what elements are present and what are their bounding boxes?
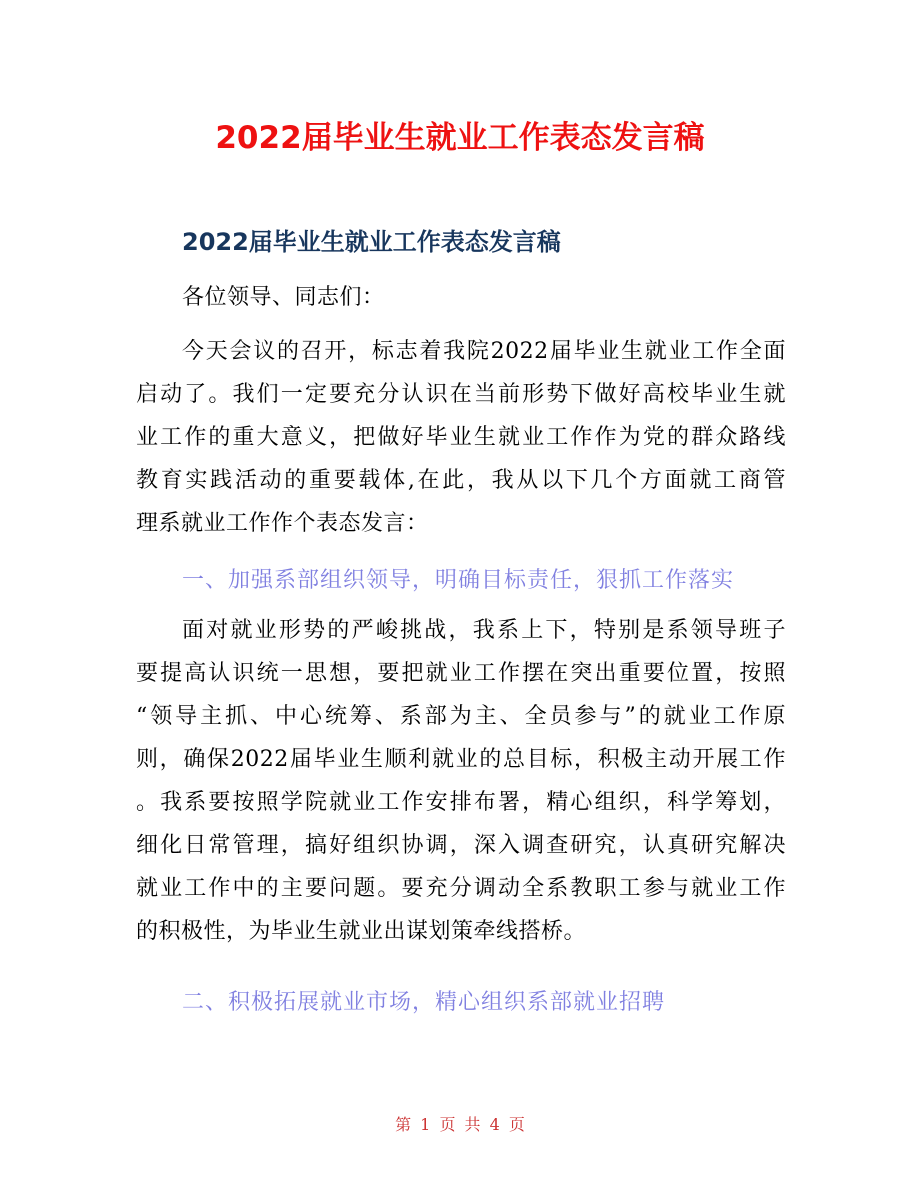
- intro-line: 今天会议的召开，标志着我院2022届毕业生就业工作全面: [182, 339, 786, 364]
- intro-line: 启动了。我们一定要充分认识在当前形势下做好高校毕业生就: [136, 382, 786, 407]
- document-heading: 2022届毕业生就业工作表态发言稿: [182, 228, 561, 256]
- body-line: 则，确保2022届毕业生顺利就业的总目标，积极主动开展工作: [136, 747, 786, 772]
- body-line: 要提高认识统一思想，要把就业工作摆在突出重要位置，按照: [136, 661, 786, 686]
- section-heading-1: 一、加强系部组织领导，明确目标责任，狠抓工作落实: [182, 568, 735, 593]
- page-title: 2022届毕业生就业工作表态发言稿: [215, 120, 705, 156]
- body-line: 面对就业形势的严峻挑战，我系上下，特别是系领导班子: [182, 618, 786, 643]
- body-line: 就业工作中的主要问题。要充分调动全系教职工参与就业工作: [136, 876, 786, 901]
- intro-line: 业工作的重大意义，把做好毕业生就业工作作为党的群众路线: [136, 425, 786, 450]
- greeting: 各位领导、同志们：: [182, 285, 385, 310]
- section-heading-2: 二、积极拓展就业市场，精心组织系部就业招聘: [182, 990, 666, 1015]
- body-line: 。我系要按照学院就业工作安排布署，精心组织，科学筹划，: [136, 790, 786, 815]
- body-line: 的积极性，为毕业生就业出谋划策牵线搭桥。: [136, 919, 587, 944]
- intro-line: 教育实践活动的重要载体,在此，我从以下几个方面就工商管: [136, 468, 786, 493]
- body-line: 细化日常管理，搞好组织协调，深入调查研究，认真研究解决: [136, 833, 786, 858]
- page-number: 第 1 页 共 4 页: [395, 1115, 525, 1134]
- intro-line: 理系就业工作作个表态发言：: [136, 511, 429, 536]
- body-line: “领导主抓、中心统筹、系部为主、全员参与”的就业工作原: [136, 704, 786, 729]
